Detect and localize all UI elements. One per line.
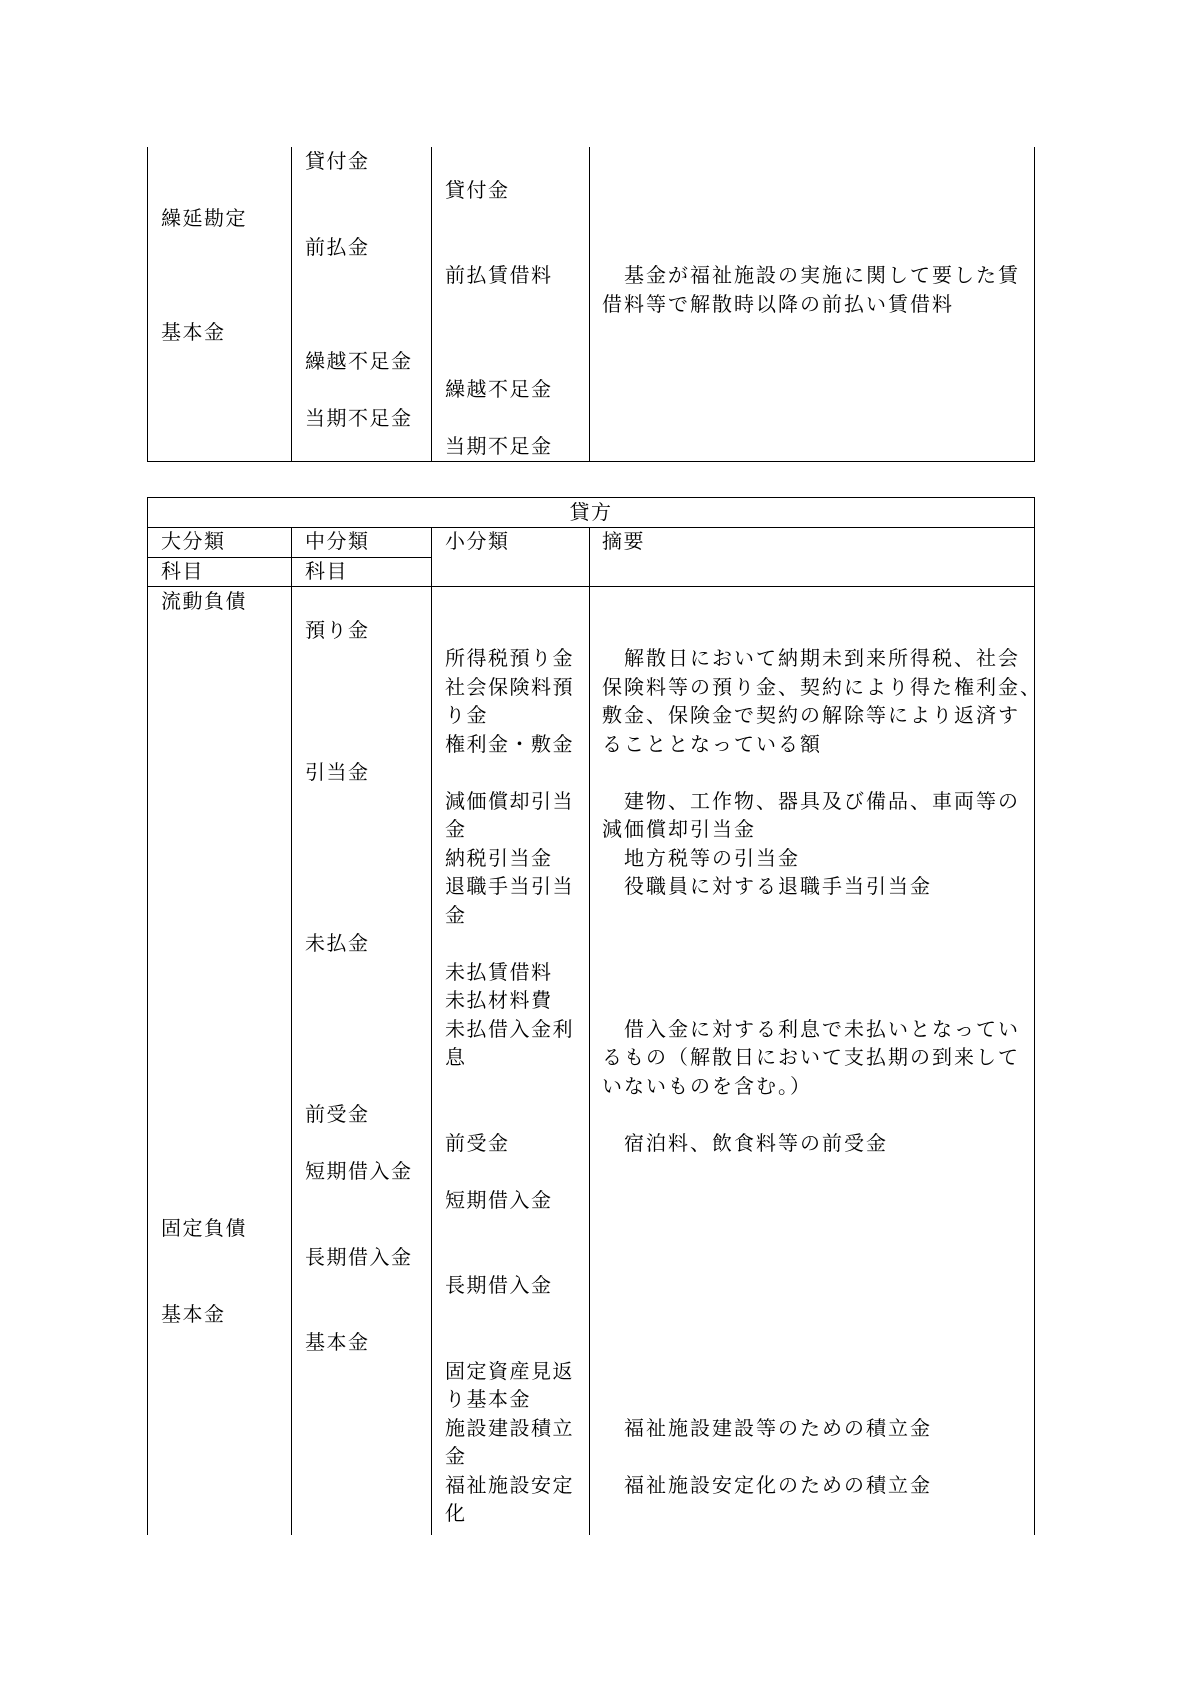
cell-text-line: 貸付金 xyxy=(445,177,510,202)
blank-line xyxy=(161,844,247,873)
major-category-column xyxy=(161,587,247,1328)
middle-category-column xyxy=(305,587,413,1357)
blank-line xyxy=(445,1300,574,1329)
blank-line xyxy=(305,1300,413,1329)
blank-line xyxy=(305,872,413,901)
blank-line xyxy=(602,616,1042,645)
cell-text-line: 解散日において納期未到来所得税、社会 xyxy=(602,646,1020,670)
cell-text-line: 息 xyxy=(445,1045,467,1069)
blank-line xyxy=(445,233,553,262)
blank-line xyxy=(602,1157,1042,1186)
cell-text-line: 当期不足金 xyxy=(305,405,413,430)
blank-line xyxy=(445,758,574,787)
blank-line xyxy=(445,347,553,376)
blank-line xyxy=(161,815,247,844)
blank-line xyxy=(161,1129,247,1158)
blank-line xyxy=(445,1328,574,1357)
cell-text-line: 社会保険料預 xyxy=(445,674,574,699)
column-divider xyxy=(431,527,432,1535)
table-border xyxy=(1034,147,1035,462)
blank-line xyxy=(445,1100,574,1129)
cell-text-line: 納税引当金 xyxy=(445,845,553,870)
blank-line xyxy=(602,929,1042,958)
blank-line xyxy=(305,1072,413,1101)
blank-line xyxy=(161,730,247,759)
header-middle-subject: 科目 xyxy=(305,559,348,583)
blank-line xyxy=(161,233,247,262)
cell-text-line: 当期不足金 xyxy=(445,434,553,458)
blank-line xyxy=(445,404,553,433)
minor-category-column xyxy=(445,587,574,1528)
middle-category-column xyxy=(305,147,413,432)
column-divider xyxy=(431,147,432,462)
cell-text-line: 借入金に対する利息で未払いとなってい xyxy=(602,1016,1020,1041)
blank-line xyxy=(305,261,413,290)
blank-line xyxy=(305,176,413,205)
cell-text-line: 基金が福祉施設の実施に関して要した賃 xyxy=(602,263,1020,287)
cell-text-line: 借料等で解散時以降の前払い賃借料 xyxy=(602,291,954,316)
cell-text-line: 基本金 xyxy=(305,1330,370,1354)
blank-line xyxy=(161,176,247,205)
cell-text-line: 金 xyxy=(445,1444,467,1468)
blank-line xyxy=(445,1243,574,1272)
blank-line xyxy=(602,1300,1042,1329)
blank-line xyxy=(602,958,1042,987)
table-border xyxy=(147,147,148,462)
cell-text-line: 前受金 xyxy=(445,1130,510,1155)
cell-text-line: 引当金 xyxy=(305,760,370,784)
blank-line xyxy=(602,1243,1042,1272)
table-border xyxy=(147,461,1035,462)
blank-line xyxy=(305,673,413,702)
blank-line xyxy=(161,701,247,730)
blank-line xyxy=(161,1100,247,1129)
cell-text-line: 流動負債 xyxy=(161,589,247,613)
column-divider xyxy=(589,527,590,1535)
blank-line xyxy=(161,616,247,645)
cell-text-line: 未払借入金利 xyxy=(445,1016,574,1041)
blank-line xyxy=(161,644,247,673)
blank-line xyxy=(602,1357,1042,1386)
blank-line xyxy=(161,1271,247,1300)
blank-line xyxy=(445,616,574,645)
blank-line xyxy=(161,1157,247,1186)
description-column xyxy=(602,147,1020,318)
blank-line xyxy=(602,901,1042,930)
column-divider xyxy=(291,527,292,1535)
cell-text-line: 保険料等の預り金、契約により得た権利金、 xyxy=(602,674,1042,699)
cell-text-line: 繰越不足金 xyxy=(445,377,553,401)
cell-text-line: 退職手当引当 xyxy=(445,874,574,898)
cell-text-line: 長期借入金 xyxy=(445,1273,553,1297)
blank-line xyxy=(445,204,553,233)
blank-line xyxy=(305,290,413,319)
blank-line xyxy=(602,1385,1042,1414)
blank-line xyxy=(305,1271,413,1300)
blank-line xyxy=(602,1271,1042,1300)
blank-line xyxy=(305,787,413,816)
cell-text-line: 未払金 xyxy=(305,931,370,955)
blank-line xyxy=(445,587,574,616)
column-divider xyxy=(589,147,590,462)
blank-line xyxy=(161,787,247,816)
blank-line xyxy=(305,375,413,404)
blank-line xyxy=(305,815,413,844)
blank-line xyxy=(445,929,574,958)
cell-text-line: 宿泊料、飲食料等の前受金 xyxy=(602,1130,888,1155)
blank-line xyxy=(602,1186,1042,1215)
blank-line xyxy=(602,176,1020,205)
blank-line xyxy=(305,901,413,930)
blank-line xyxy=(305,644,413,673)
blank-line xyxy=(305,1015,413,1044)
cell-text-line: 未払賃借料 xyxy=(445,959,553,984)
description-column xyxy=(602,587,1042,1499)
cell-text-line: 前払賃借料 xyxy=(445,263,553,287)
cell-text-line: 未払材料費 xyxy=(445,988,553,1012)
cell-text-line: 繰越不足金 xyxy=(305,348,413,373)
blank-line xyxy=(305,1129,413,1158)
row-divider xyxy=(147,527,1035,528)
blank-line xyxy=(305,1043,413,1072)
cell-text-line: 福祉施設安定 xyxy=(445,1472,574,1497)
header-middle: 中分類 xyxy=(305,529,370,553)
blank-line xyxy=(161,929,247,958)
blank-line xyxy=(602,204,1020,233)
blank-line xyxy=(305,1214,413,1243)
cell-text-line: いないものを含む。） xyxy=(602,1073,812,1098)
blank-line xyxy=(161,986,247,1015)
blank-line xyxy=(161,1043,247,1072)
blank-line xyxy=(305,1186,413,1215)
blank-line xyxy=(161,872,247,901)
cell-text-line: るもの（解散日において支払期の到来して xyxy=(602,1045,1020,1069)
blank-line xyxy=(602,1214,1042,1243)
cell-text-line: 地方税等の引当金 xyxy=(602,845,800,870)
blank-line xyxy=(161,147,247,176)
cell-text-line: 建物、工作物、器具及び備品、車両等の xyxy=(602,788,1020,813)
cell-text-line: り金 xyxy=(445,703,488,727)
blank-line xyxy=(445,1072,574,1101)
blank-line xyxy=(445,1214,574,1243)
cell-text-line: 金 xyxy=(445,817,467,841)
blank-line xyxy=(161,758,247,787)
blank-line xyxy=(602,1100,1042,1129)
cell-text-line: ることとなっている額 xyxy=(602,731,822,756)
cell-text-line: 福祉施設安定化のための積立金 xyxy=(602,1472,932,1497)
cell-text-line: 短期借入金 xyxy=(445,1187,553,1212)
blank-line xyxy=(445,318,553,347)
cell-text-line: 減価償却引当金 xyxy=(602,817,756,841)
blank-line xyxy=(602,147,1020,176)
cell-text-line: り基本金 xyxy=(445,1387,531,1411)
blank-line xyxy=(305,986,413,1015)
blank-line xyxy=(602,1442,1042,1471)
cell-text-line: 減価償却引当 xyxy=(445,788,574,813)
cell-text-line: 固定負債 xyxy=(161,1216,247,1240)
table-title: 貸方 xyxy=(569,500,613,524)
blank-line xyxy=(161,1186,247,1215)
cell-text-line: 基本金 xyxy=(161,320,226,344)
cell-text-line: 長期借入金 xyxy=(305,1244,413,1269)
blank-line xyxy=(161,901,247,930)
minor-category-column xyxy=(445,147,553,461)
blank-line xyxy=(602,587,1042,616)
blank-line xyxy=(305,958,413,987)
blank-line xyxy=(161,1015,247,1044)
major-category-column xyxy=(161,147,247,347)
cell-text-line: 繰延勘定 xyxy=(161,206,247,230)
cell-text-line: 前受金 xyxy=(305,1102,370,1126)
blank-line xyxy=(305,701,413,730)
header-major: 大分類 xyxy=(161,529,226,553)
blank-line xyxy=(602,986,1042,1015)
blank-line xyxy=(445,147,553,176)
cell-text-line: 福祉施設建設等のための積立金 xyxy=(602,1415,932,1440)
cell-text-line: 基本金 xyxy=(161,1301,226,1326)
cell-text-line: 前払金 xyxy=(305,234,370,259)
header-description: 摘要 xyxy=(602,529,645,553)
cell-text-line: 施設建設積立 xyxy=(445,1415,574,1440)
blank-line xyxy=(602,758,1042,787)
cell-text-line: 預り金 xyxy=(305,617,370,642)
blank-line xyxy=(305,318,413,347)
cell-text-line: 金 xyxy=(445,902,467,927)
table-border xyxy=(147,497,148,1535)
column-divider xyxy=(291,147,292,462)
blank-line xyxy=(602,233,1020,262)
cell-text-line: 敷金、保険金で契約の解除等により返済す xyxy=(602,703,1020,727)
blank-line xyxy=(305,730,413,759)
blank-line xyxy=(161,1243,247,1272)
cell-text-line: 所得税預り金 xyxy=(445,646,574,670)
blank-line xyxy=(161,1072,247,1101)
blank-line xyxy=(161,673,247,702)
blank-line xyxy=(305,587,413,616)
cell-text-line: 固定資産見返 xyxy=(445,1358,574,1383)
cell-text-line: 貸付金 xyxy=(305,149,370,173)
blank-line xyxy=(161,958,247,987)
blank-line xyxy=(305,204,413,233)
blank-line xyxy=(445,1157,574,1186)
cell-text-line: 化 xyxy=(445,1501,467,1525)
blank-line xyxy=(445,290,553,319)
blank-line xyxy=(305,844,413,873)
cell-text-line: 役職員に対する退職手当引当金 xyxy=(602,874,932,898)
cell-text-line: 権利金・敷金 xyxy=(445,731,574,756)
blank-line xyxy=(602,1328,1042,1357)
blank-line xyxy=(161,290,247,319)
cell-text-line: 短期借入金 xyxy=(305,1159,413,1183)
header-major-subject: 科目 xyxy=(161,559,204,583)
header-minor: 小分類 xyxy=(445,529,510,553)
blank-line xyxy=(161,261,247,290)
